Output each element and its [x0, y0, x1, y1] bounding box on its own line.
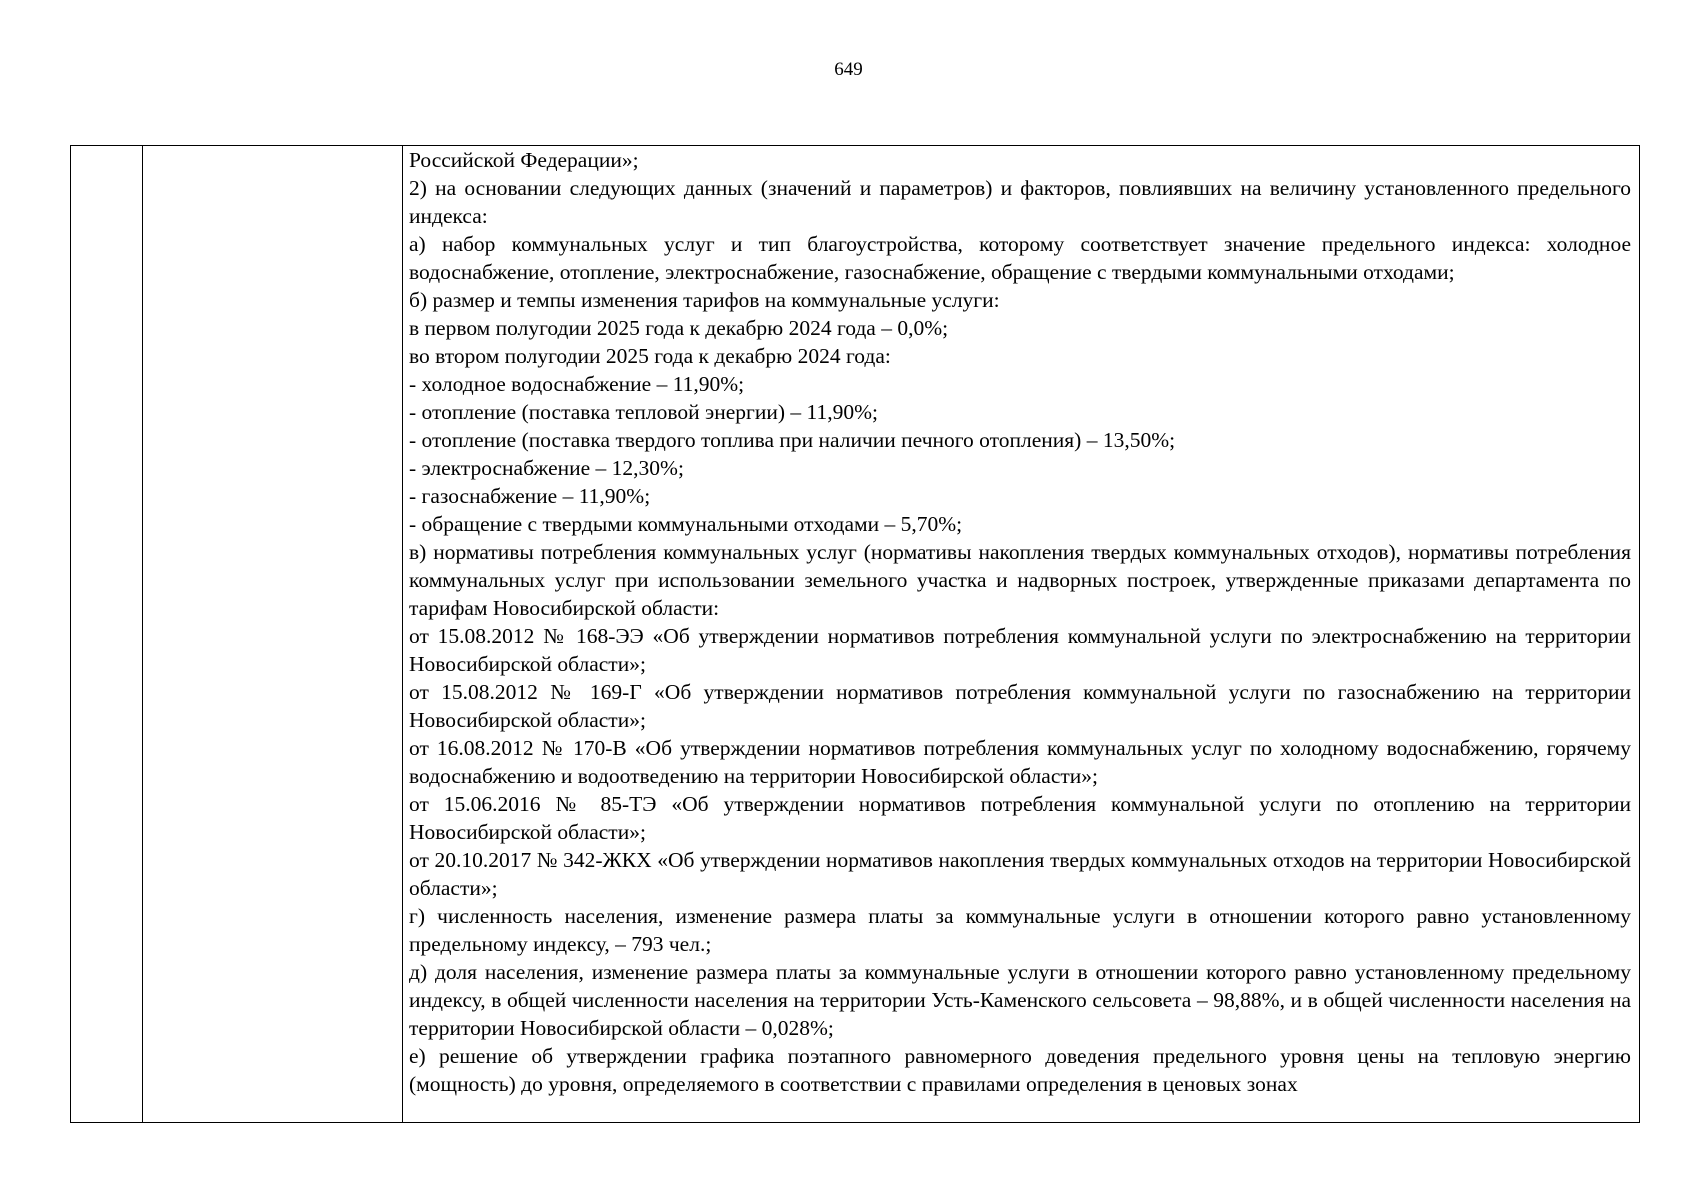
- text-paragraph: от 15.08.2012 № 169-Г «Об утверждении нормативов потребления коммунальной услуги по газоснабжению на территории Новосибирской области»;: [409, 680, 1631, 732]
- text-paragraph: от 15.08.2012 № 168-ЭЭ «Об утверждении нормативов потребления коммунальной услуги по электроснабжению на территории Новосибирской области»;: [409, 624, 1631, 676]
- text-paragraph: - газоснабжение – 11,90%;: [409, 484, 651, 508]
- table-column-number: [71, 146, 143, 1122]
- text-paragraph: а) набор коммунальных услуг и тип благоустройства, которому соответствует значение предельного индекса: холодное водоснабжение, отопление, электроснабжение, газоснабжение, обращение с твердыми коммунальными отходами;: [409, 232, 1631, 284]
- text-paragraph: е) решение об утверждении графика поэтапного равномерного доведения предельного уровня цены на тепловую энергию (мощность) до уровня, определяемого в соответствии с правилами определения в ценовых зонах: [409, 1044, 1631, 1096]
- text-paragraph: в) нормативы потребления коммунальных услуг (нормативы накопления твердых коммунальных отходов), нормативы потребления коммунальных услуг при использовании земельного участка и надворных построек, утвержденные приказами департамента по тарифам Новосибирской области:: [409, 540, 1631, 620]
- text-paragraph: 2) на основании следующих данных (значений и параметров) и факторов, повлиявших на величину установленного предельного индекса:: [409, 176, 1631, 228]
- text-paragraph: г) численность населения, изменение размера платы за коммунальные услуги в отношении которого равно установленному предельному индексу, – 793 чел.;: [409, 904, 1631, 956]
- text-paragraph: в первом полугодии 2025 года к декабрю 2024 года – 0,0%;: [409, 316, 949, 340]
- text-paragraph: - обращение с твердыми коммунальными отходами – 5,70%;: [409, 512, 963, 536]
- text-paragraph: во втором полугодии 2025 года к декабрю 2024 года:: [409, 344, 891, 368]
- text-paragraph: - отопление (поставка тепловой энергии) – 11,90%;: [409, 400, 878, 424]
- document-table: [70, 145, 1640, 1123]
- text-paragraph: - электроснабжение – 12,30%;: [409, 456, 684, 480]
- table-column-content: [403, 146, 1639, 1122]
- text-paragraph: - отопление (поставка твердого топлива при наличии печного отопления) – 13,50%;: [409, 428, 1176, 452]
- text-paragraph: - холодное водоснабжение – 11,90%;: [409, 372, 745, 396]
- text-paragraph: от 20.10.2017 № 342-ЖКХ «Об утверждении нормативов накопления твердых коммунальных отходов на территории Новосибирской области»;: [409, 848, 1631, 900]
- text-paragraph: от 15.06.2016 № 85-ТЭ «Об утверждении нормативов потребления коммунальной услуги по отоплению на территории Новосибирской области»;: [409, 792, 1631, 844]
- page-number: 649: [834, 59, 863, 80]
- text-paragraph: Российской Федерации»;: [409, 148, 639, 172]
- table-column-name: [143, 146, 403, 1122]
- text-paragraph: б) размер и темпы изменения тарифов на коммунальные услуги:: [409, 288, 1000, 312]
- text-paragraph: от 16.08.2012 № 170-В «Об утверждении нормативов потребления коммунальных услуг по холодному водоснабжению, горячему водоснабжению и водоотведению на территории Новосибирской области»;: [409, 736, 1631, 788]
- text-paragraph: д) доля населения, изменение размера платы за коммунальные услуги в отношении которого равно установленному предельному индексу, в общей численности населения на территории Усть-Каменского сельсовета – 98,88%, и в общей численности населения на территории Новосибирской области – 0,028%;: [409, 960, 1631, 1040]
